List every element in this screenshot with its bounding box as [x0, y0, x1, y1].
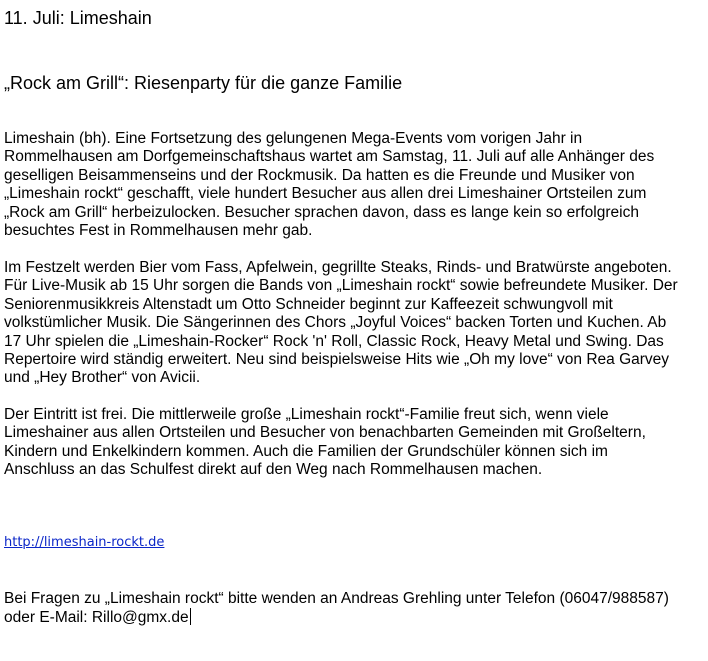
text-line: Limeshain (bh). Eine Fortsetzung des gelungenen Mega-Events vom vorigen Jahr in	[4, 130, 583, 147]
contact-paragraph	[4, 590, 704, 628]
text-line: Der Eintritt ist frei. Die mittlerweile große „Limeshain rockt“-Familie freut sich, wenn viele	[4, 406, 609, 423]
text-line: 17 Uhr spielen die „Limeshain-Rocker“ Rock 'n' Roll, Classic Rock, Heavy Metal und Swing. Das	[4, 332, 664, 350]
date-line: 11. Juli: Limeshain	[4, 8, 152, 28]
text-line: Für Live-Musik ab 15 Uhr sorgen die Bands von „Limeshain rockt“ sowie befreundete Musiker. Der	[4, 277, 678, 295]
text-line: „Limeshain rockt“ geschafft, viele hundert Besucher aus allen drei Limeshainer Ortsteilen zum	[4, 185, 647, 203]
text-line: Repertoire wird ständig erweitert. Neu sind beispielsweise Hits wie „Oh my love“ von Rea Garvey	[4, 351, 670, 369]
paragraph-intro	[4, 130, 704, 240]
text-line: Bei Fragen zu „Limeshain rockt“ bitte wenden an Andreas Grehling unter Telefon (06047/988587)	[4, 590, 669, 607]
website-link[interactable]: http://limeshain-rockt.de	[4, 535, 165, 550]
text-line: Im Festzelt werden Bier vom Fass, Apfelwein, gegrillte Steaks, Rinds- und Bratwürste angeboten.	[4, 259, 672, 276]
text-line: Kindern und Enkelkindern kommen. Auch die Familien der Grundschüler können sich im	[4, 442, 608, 460]
text-line: volkstümlicher Musik. Die Sängerinnen des Chors „Joyful Voices“ backen Torten und Kuchen. Ab	[4, 314, 667, 332]
text-line: Seniorenmusikkreis Altenstadt um Otto Schneider beginnt zur Kaffeezeit schwungvoll mit	[4, 295, 613, 313]
text-line: Rommelhausen am Dorfgemeinschaftshaus wartet am Samstag, 11. Juli auf alle Anhänger des	[4, 148, 655, 166]
text-line: und „Hey Brother“ von Avicii.	[4, 369, 201, 387]
text-line: Anschluss an das Schulfest direkt auf den Weg nach Rommelhausen machen.	[4, 461, 543, 479]
text-line: geselligen Beisammenseins und der Rockmusik. Da hatten es die Freunde und Musiker von	[4, 166, 635, 184]
paragraph-admission	[4, 406, 704, 480]
text-line: besuchtes Fest in Rommelhausen mehr gab.	[4, 222, 313, 240]
text-line: Limeshainer aus allen Ortsteilen und Besucher von benachbarten Gemeinden mit Großeltern,	[4, 424, 646, 442]
text-line: oder E-Mail: Rillo@gmx.de	[4, 609, 189, 627]
text-line: „Rock am Grill“ herbeizulocken. Besucher sprachen davon, dass es lange kein so erfolgreich	[4, 203, 639, 221]
paragraph-program	[4, 259, 704, 388]
text-cursor	[190, 608, 191, 625]
headline: „Rock am Grill“: Riesenparty für die ganze Familie	[4, 73, 403, 93]
